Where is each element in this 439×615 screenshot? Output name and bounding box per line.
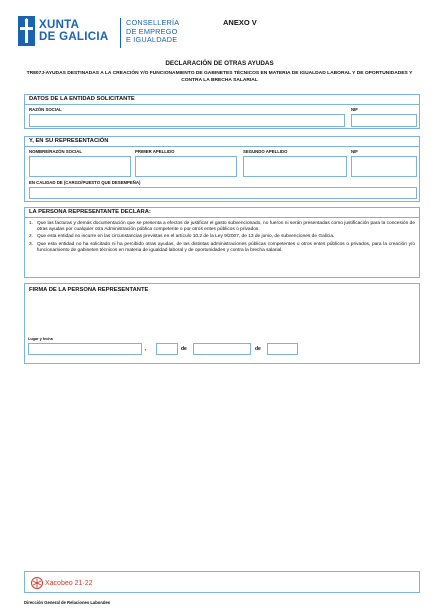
first-surname-label: PRIMER APELLIDO	[135, 149, 175, 154]
entity-section	[24, 94, 420, 129]
declaration-item-text: Que esta entidad no ha solicitado ni ha percibido otras ayudas, de las distintas administraciones públicas competentes u otros entes públicos o privados, para la creación y/o funcionamiento de gabinetes técnicos en materia de igualdad laboral y de oportunidades y contra la brecha salarial.	[37, 241, 415, 253]
conselleria-line-3: E IGUALDADE	[126, 35, 178, 45]
representative-section-title: Y, EN SU REPRESENTACIÓN	[29, 138, 109, 144]
declaration-item	[29, 234, 415, 240]
logo-divider	[120, 18, 121, 48]
xunta-logo	[18, 16, 108, 46]
section-divider	[25, 146, 419, 147]
day-field[interactable]	[156, 343, 178, 355]
galicia-cross-icon	[18, 16, 35, 46]
second-surname-label: SEGUNDO APELLIDO	[243, 149, 288, 154]
razon-social-field[interactable]	[29, 114, 345, 127]
declaration-item-number: 1.	[29, 221, 34, 226]
declaration-item-text: Que esta entidad no incurre en las circunstancias previstas en el artículo 10.2 de la Ley 9/2007, de 13 de junio, de subvenciones de Galicia.	[37, 234, 335, 240]
role-label: EN CALIDAD DE (CARGO/PUESTO QUE DESEMPEÑA)	[29, 180, 141, 185]
place-field[interactable]	[28, 343, 142, 355]
document-subtitle: TR807J-AYUDAS DESTINADAS A LA CREACIÓN Y/O FUNCIONAMIENTO DE GABINETES TÉCNICOS EN MATERIA DE IGUALDAD LABORAL Y DE OPORTUNIDADES Y CONTRA LA BRECHA SALARIAL	[26, 71, 413, 83]
comma-separator: ,	[145, 346, 147, 352]
document-title: DECLARACIÓN DE OTRAS AYUDAS	[165, 60, 274, 67]
annex-label: ANEXO V	[223, 18, 257, 27]
declaration-item	[29, 221, 415, 233]
de-separator-1: de	[181, 346, 187, 352]
year-field[interactable]	[267, 343, 298, 355]
section-divider	[25, 217, 419, 218]
xacobeo-shell-icon	[31, 577, 43, 589]
declaration-item-number: 2.	[29, 234, 34, 240]
first-surname-field[interactable]	[135, 156, 237, 177]
name-label: NOMBRE/RAZÓN SOCIAL	[29, 149, 82, 154]
conselleria-line-2: DE EMPREGO	[126, 26, 178, 36]
declaration-item	[29, 242, 415, 254]
representative-section	[24, 136, 420, 202]
conselleria-line-1: CONSELLERÍA	[126, 18, 180, 27]
xacobeo-logo	[31, 577, 92, 589]
section-divider	[25, 104, 419, 105]
page-header	[18, 16, 421, 56]
place-date-label: Lugar y fecha	[28, 337, 53, 341]
entity-nif-label: NIF	[351, 107, 358, 112]
second-surname-field[interactable]	[243, 156, 347, 177]
representative-nif-field[interactable]	[351, 156, 417, 177]
footer-box	[24, 571, 420, 593]
month-field[interactable]	[193, 343, 251, 355]
declaration-item-text: Que las facturas y demás documentación que se presenta a efectos de justificar el gasto subvencionado, no fueron ni serán presentadas como justificación para la concesión de otras ayudas por cualquier otra Administración pública competente o por otros entes públicos o privados.	[37, 221, 415, 233]
footer-department: Dirección General de Relaciones Laborales	[24, 600, 111, 605]
declaration-section-title: LA PERSONA REPRESENTANTE DECLARA:	[29, 209, 151, 215]
representative-nif-label: NIF	[351, 149, 358, 154]
entity-section-title: DATOS DE LA ENTIDAD SOLICITANTE	[29, 96, 135, 102]
xacobeo-text: Xacobeo 21·22	[45, 579, 93, 587]
logo-line-1: XUNTA	[39, 19, 80, 31]
entity-nif-field[interactable]	[351, 114, 417, 127]
logo-line-2: DE GALICIA	[39, 31, 109, 43]
name-field[interactable]	[29, 156, 131, 177]
declaration-list	[29, 221, 415, 255]
conselleria-name	[126, 19, 179, 45]
declaration-item-number: 3.	[29, 241, 34, 247]
de-separator-2: de	[255, 346, 261, 352]
razon-social-label: RAZÓN SOCIAL	[29, 107, 62, 112]
signature-section-title: FIRMA DE LA PERSONA REPRESENTANTE	[29, 287, 149, 293]
declaration-section	[24, 207, 420, 278]
role-field[interactable]	[29, 187, 417, 199]
